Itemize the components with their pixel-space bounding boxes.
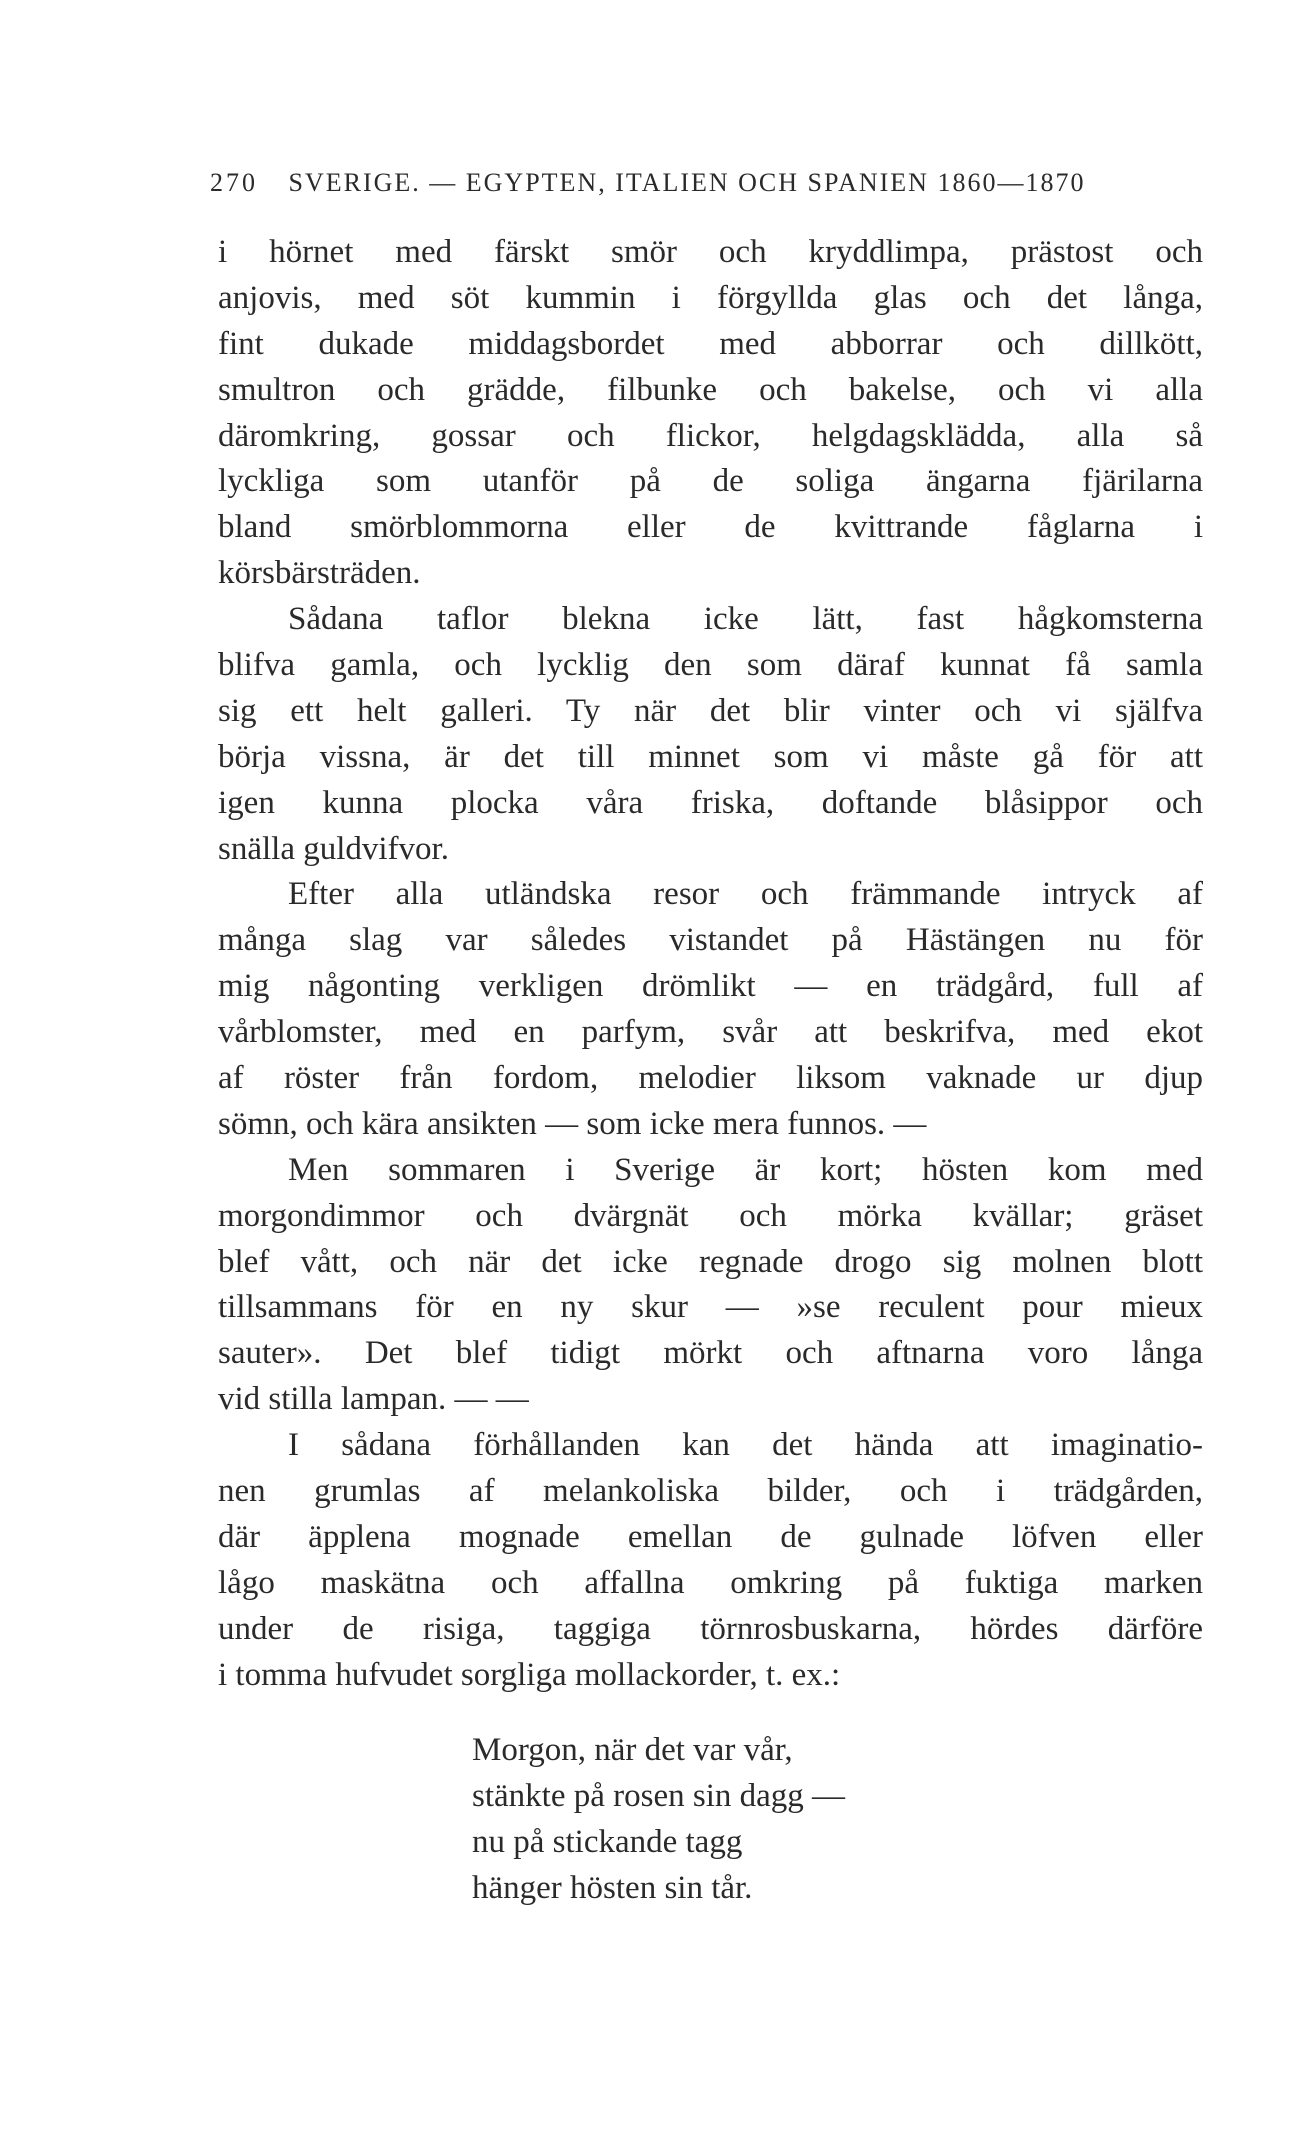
text-line: däromkring, gossar och flickor, helgdagsklädda, alla så (218, 417, 1203, 454)
text-line: Efter alla utländska resor och främmande intryck af (288, 876, 1203, 913)
text-line: tillsammans för en ny skur — »se reculent pour mieux (218, 1289, 1203, 1326)
poem (472, 1728, 845, 1912)
text-line: där äpplena mognade emellan de gulnade löfven eller (218, 1518, 1203, 1555)
text-line: sauter». Det blef tidigt mörkt och aftnarna voro långa (218, 1335, 1203, 1372)
text-line: I sådana förhållanden kan det hända att imaginatio- (288, 1427, 1203, 1464)
page-number: 270 (210, 168, 258, 197)
text-line: af röster från fordom, melodier liksom vaknade ur djup (218, 1060, 1203, 1097)
running-header (210, 168, 1130, 198)
text-line: nen grumlas af melankoliska bilder, och i trädgården, (218, 1473, 1203, 1510)
text-line: igen kunna plocka våra friska, doftande blåsippor och (218, 784, 1203, 821)
text-line: morgondimmor och dvärgnät och mörka kvällar; gräset (218, 1197, 1203, 1234)
text-line: smultron och grädde, filbunke och bakelse, och vi alla (218, 371, 1203, 408)
text-line: Sådana taflor blekna icke lätt, fast hågkomsterna (288, 601, 1203, 638)
text-line: vårblomster, med en parfym, svår att beskrifva, med ekot (218, 1014, 1203, 1051)
text-line: i hörnet med färskt smör och kryddlimpa, prästost och (218, 234, 1203, 270)
poem-line: Morgon, när det var vår, (472, 1732, 793, 1768)
text-line: sig ett helt galleri. Ty när det blir vinter och vi själfva (218, 692, 1203, 729)
text-line: körsbärsträden. (218, 555, 421, 592)
text-line: sömn, och kära ansikten — som icke mera funnos. — (218, 1105, 927, 1142)
poem-line: stänkte på rosen sin dagg — (472, 1777, 846, 1814)
text-line: mig någonting verkligen drömlikt — en trädgård, full af (218, 968, 1203, 1005)
text-line: fint dukade middagsbordet med abborrar och dillkött, (218, 325, 1203, 362)
text-line: vid stilla lampan. — — (218, 1381, 529, 1418)
text-line: under de risiga, taggiga törnrosbuskarna, hördes därföre (218, 1610, 1203, 1647)
text-line: i tomma hufvudet sorgliga mollackorder, t. ex.: (218, 1656, 841, 1693)
text-line: anjovis, med söt kummin i förgyllda glas och det långa, (218, 279, 1203, 316)
text-line: snälla guldvifvor. (218, 830, 449, 867)
text-line: lågo maskätna och affallna omkring på fuktiga marken (218, 1564, 1203, 1601)
poem-line: hänger hösten sin tår. (472, 1869, 753, 1906)
text-line: börja vissna, är det till minnet som vi måste gå för att (218, 738, 1203, 775)
text-line: lyckliga som utanför på de soliga ängarna fjärilarna (218, 463, 1203, 500)
poem-line: nu på stickande tagg (472, 1823, 743, 1860)
text-line: Men sommaren i Sverige är kort; hösten kom med (288, 1151, 1203, 1188)
main-text (218, 230, 1203, 1699)
text-line: blef vått, och när det icke regnade drogo sig molnen blott (218, 1243, 1203, 1280)
text-line: blifva gamla, och lycklig den som däraf kunnat få samla (218, 647, 1203, 684)
running-title: SVERIGE. — EGYPTEN, ITALIEN OCH SPANIEN 1860—1870 (288, 168, 1086, 197)
text-line: bland smörblommorna eller de kvittrande fåglarna i (218, 509, 1203, 546)
text-line: många slag var således vistandet på Hästängen nu för (218, 922, 1203, 959)
